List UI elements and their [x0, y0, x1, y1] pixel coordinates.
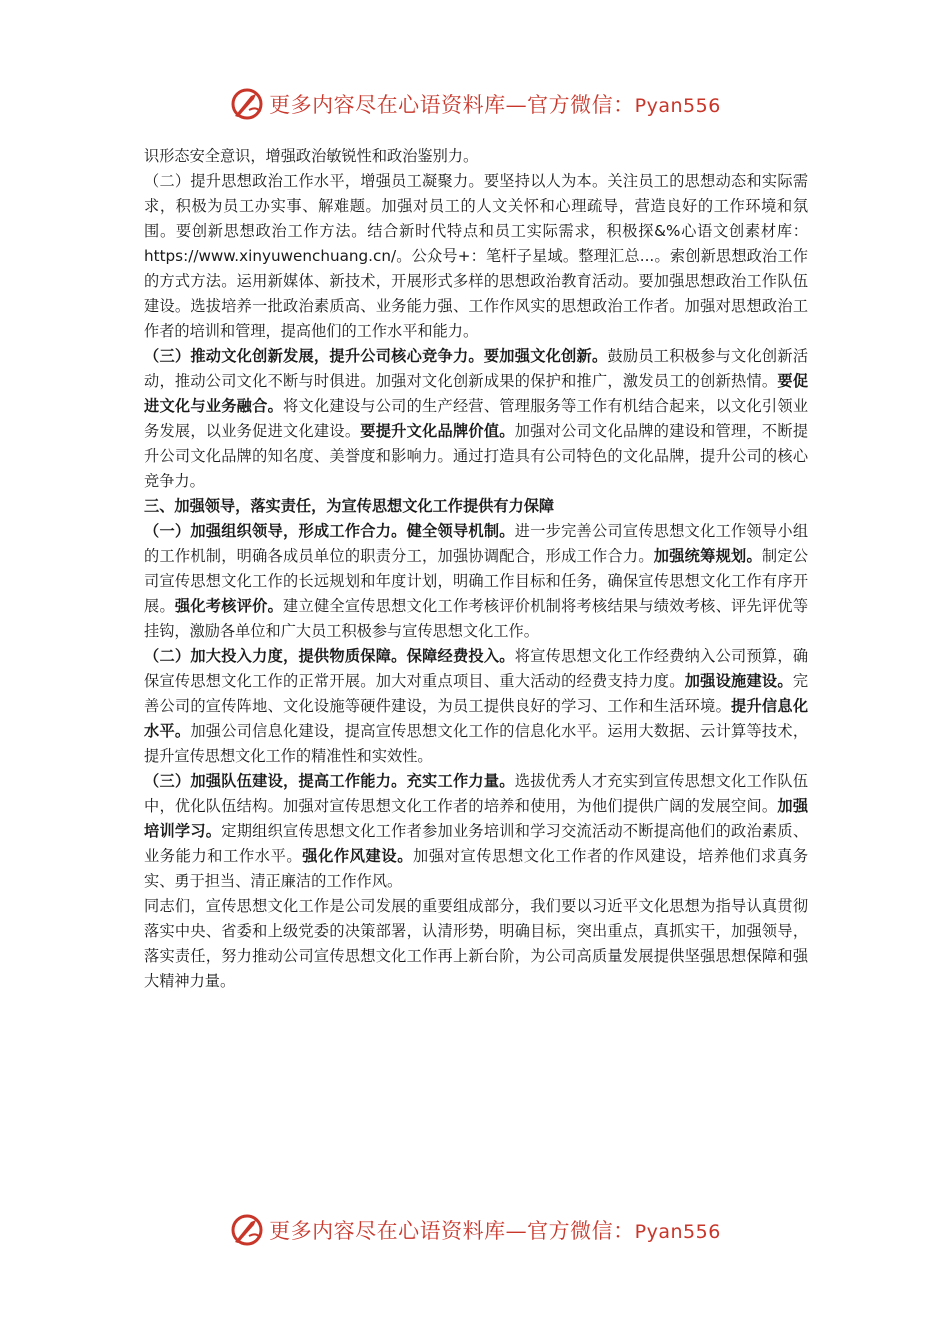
- footer-banner: [0, 1210, 950, 1250]
- pen-circle-icon: [229, 86, 265, 122]
- paragraph: （二）加大投入力度，提供物质保障。保障经费投入。将宣传思想文化工作经费纳入公司预算，确保宣传思想文化工作的正常开展。加大对重点项目、重大活动的经费支持力度。加强设施建设。完善公司的宣传阵地、文化设施等硬件建设，为员工提供良好的学习、工作和生活环境。提升信息化水平。加强公司信息化建设，提高宣传思想文化工作的信息化水平。运用大数据、云计算等技术，提升宣传思想文化工作的精准性和实效性。: [144, 647, 809, 765]
- paragraph: 识形态安全意识，增强政治敏锐性和政治鉴别力。: [144, 147, 479, 165]
- paragraph: （二）提升思想政治工作水平，增强员工凝聚力。要坚持以人为本。关注员工的思想动态和实际需求，积极为员工办实事、解难题。加强对员工的人文关怀和心理疏导，营造良好的工作环境和氛围。要创新思想政治工作方法。结合新时代特点和员工实际需求，积极探&%心语文创素材库：https://www.xinyuwenchuang.cn/。公众号+：笔杆子星域。整理汇总...。索创新思想政治工作的方式方法。运用新媒体、新技术，开展形式多样的思想政治教育活动。要加强思想政治工作队伍建设。选拔培养一批政治素质高、业务能力强、工作作风实的思想政治工作者。加强对思想政治工作者的培训和管理，提高他们的工作水平和能力。: [144, 172, 808, 340]
- wechat-id: Pyan556: [634, 1221, 721, 1243]
- paragraph: （三）加强队伍建设，提高工作能力。充实工作力量。选拔优秀人才充实到宣传思想文化工作队伍中，优化队伍结构。加强对宣传思想文化工作者的培养和使用，为他们提供广阔的发展空间。加强培训学习。定期组织宣传思想文化工作者参加业务培训和学习交流活动不断提高他们的政治素质、业务能力和工作水平。强化作风建设。加强对宣传思想文化工作者的作风建设，培养他们求真务实、勇于担当、清正廉洁的工作作风。: [144, 772, 809, 890]
- header-banner: [0, 84, 950, 124]
- bold-lead: （三）推动文化创新发展，提升公司核心竞争力。要加强文化创新。: [144, 347, 608, 365]
- banner-text: 更多内容尽在心语资料库—官方微信：Pyan556: [269, 93, 721, 117]
- wechat-id: Pyan556: [634, 95, 721, 117]
- closing-paragraph: 同志们，宣传思想文化工作是公司发展的重要组成部分，我们要以习近平文化思想为指导认真贯彻落实中央、省委和上级党委的决策部署，认清形势，明确目标，突出重点，真抓实干，加强领导，落实责任，努力推动公司宣传思想文化工作再上新台阶，为公司高质量发展提供坚强思想保障和强大精神力量。: [144, 897, 808, 990]
- paragraph: （一）加强组织领导，形成工作合力。健全领导机制。进一步完善公司宣传思想文化工作领导小组的工作机制，明确各成员单位的职责分工，加强协调配合，形成工作合力。加强统筹规划。制定公司宣传思想文化工作的长远规划和年度计划，明确工作目标和任务，确保宣传思想文化工作有序开展。强化考核评价。建立健全宣传思想文化工作考核评价机制将考核结果与绩效考核、评先评优等挂钩，激励各单位和广大员工积极参与宣传思想文化工作。: [144, 522, 809, 640]
- section-heading: 三、加强领导，落实责任，为宣传思想文化工作提供有力保障: [144, 497, 555, 515]
- pen-circle-icon: [229, 1212, 265, 1248]
- paragraph: （三）推动文化创新发展，提升公司核心竞争力。要加强文化创新。鼓励员工积极参与文化创新活动，推动公司文化不断与时俱进。加强对文化创新成果的保护和推广，激发员工的创新热情。要促进文化与业务融合。将文化建设与公司的生产经营、管理服务等工作有机结合起来，以文化引领业务发展，以业务促进文化建设。要提升文化品牌价值。加强对公司文化品牌的建设和管理，不断提升公司文化品牌的知名度、美誉度和影响力。通过打造具有公司特色的文化品牌，提升公司的核心竞争力。: [144, 347, 809, 490]
- document-body: [144, 144, 808, 994]
- banner-text: 更多内容尽在心语资料库—官方微信：Pyan556: [269, 1219, 721, 1243]
